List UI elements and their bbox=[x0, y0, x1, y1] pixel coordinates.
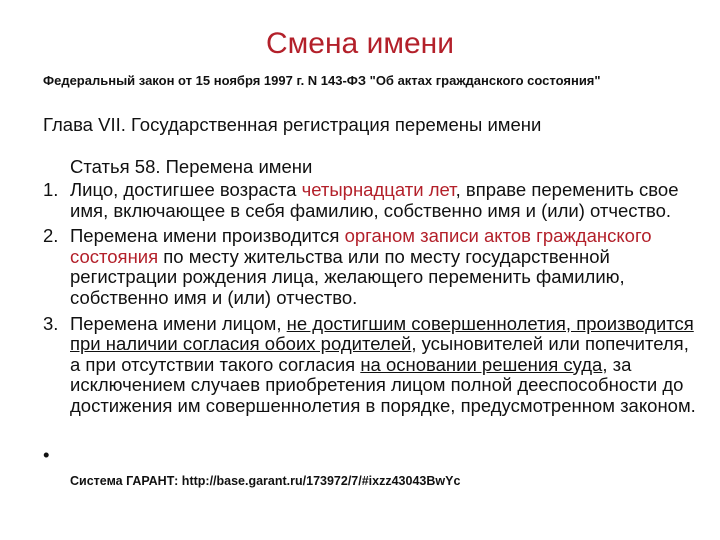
item-text-part: , усыновителей или попечителя, а при отсутствии такого согласия bbox=[70, 333, 689, 375]
item-text-part: Лицо, достигшее возраста bbox=[70, 179, 302, 200]
item-text-part: Перемена имени лицом, bbox=[70, 312, 287, 334]
underlined-minor-consent: не достигшим совершеннолетия, производится при наличии согласия обоих родителей bbox=[70, 312, 694, 355]
underlined-court-decision: на основании решения суда bbox=[360, 353, 603, 375]
list-item bbox=[43, 314, 703, 417]
list-item bbox=[43, 180, 703, 221]
item-text-part: , вправе переменить свое имя, включающее в себя фамилию, собственно имя и (или) отчество. bbox=[70, 179, 679, 221]
item-number: 1. bbox=[43, 179, 59, 200]
item-text bbox=[70, 226, 703, 308]
slide-title: Смена имени bbox=[266, 27, 454, 60]
item-number: 3. bbox=[43, 312, 59, 334]
article-heading: Статья 58. Перемена имени bbox=[70, 156, 313, 177]
law-reference: Федеральный закон от 15 ноября 1997 г. N 143-ФЗ "Об актах гражданского состояния" bbox=[43, 73, 601, 88]
item-text bbox=[70, 180, 703, 221]
item-text-part: , за исключением случаев приобретения лицом полной дееспособности до достижения им совершеннолетия в порядке, предусмотренном законом. bbox=[70, 353, 696, 416]
item-text-part: по месту жительства или по месту государственной регистрации рождения лица, желающего переменить фамилию, собственно имя и (или) отчество. bbox=[70, 245, 625, 308]
list-item bbox=[43, 226, 703, 308]
source-reference: Система ГАРАНТ: http://base.garant.ru/173972/7/#ixzz43043BwYc bbox=[70, 474, 461, 488]
empty-bullet: • bbox=[43, 444, 50, 465]
article-items bbox=[43, 180, 703, 422]
item-text bbox=[70, 314, 703, 417]
item-number: 2. bbox=[43, 225, 59, 247]
chapter-heading: Глава VII. Государственная регистрация перемены имени bbox=[43, 114, 542, 135]
highlighted-age: четырнадцати лет bbox=[301, 179, 456, 200]
highlighted-authority: органом записи актов гражданского состояния bbox=[70, 225, 652, 267]
item-text-part: Перемена имени производится bbox=[70, 225, 345, 247]
